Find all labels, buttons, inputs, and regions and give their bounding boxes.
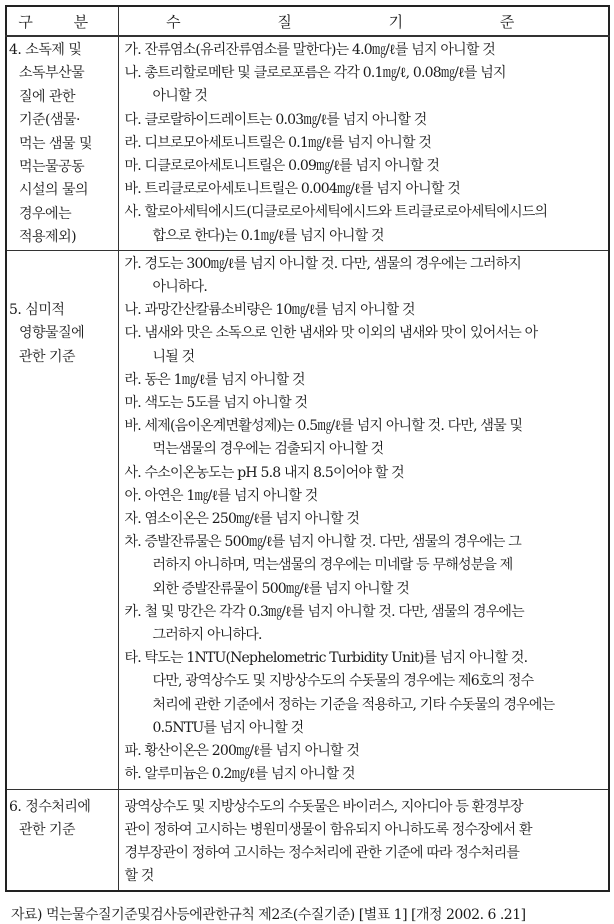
standard-line: 아니할 것 (152, 88, 208, 105)
standard-line: 마. 색도는 5도를 넘지 아니할 것 (124, 395, 308, 412)
standard-line: 다만, 광역상수도 및 지방상수도의 수돗물의 경우에는 제6호의 정수 (152, 673, 534, 690)
standard-line: 카. 철 및 망간은 각각 0.3㎎/ℓ를 넘지 아니할 것. 다만, 샘물의 경우에는 (124, 603, 524, 620)
standard-line: 가. 잔류염소(유리잔류염소를 말한다)는 4.0㎎/ℓ를 넘지 아니할 것 (124, 42, 495, 58)
standard-line: 나. 총트리할로메탄 및 클로로포름은 각각 0.1㎎/ℓ, 0.08㎎/ℓ를 넘지 (124, 65, 506, 82)
standard-line: 사. 할로아세틱에시드(디클로로아세틱에시드와 트리클로로아세틱에시드의 (124, 204, 548, 221)
standard-item (125, 485, 606, 508)
standard-item (125, 392, 606, 415)
paragraph-line: 광역상수도 및 지방상수도의 수돗물은 바이러스, 지아디아 등 환경부장 (124, 798, 523, 815)
standard-line: 마. 디클로로아세토니트릴은 0.09㎎/ℓ를 넘지 아니할 것 (124, 158, 440, 175)
standard-item (125, 601, 606, 647)
standard-line: 니될 것 (152, 348, 195, 365)
category-line: 5. 심미적 (9, 301, 65, 318)
standard-item (125, 109, 606, 132)
category-line: 경우에는 (19, 205, 72, 222)
standard-line: 가. 경도는 300㎎/ℓ를 넘지 아니할 것. 다만, 샘물의 경우에는 그러하지 (124, 255, 522, 272)
standard-item (125, 508, 606, 531)
standard-line: 아. 아연은 1㎎/ℓ를 넘지 아니할 것 (124, 487, 318, 504)
category-cell (7, 37, 118, 250)
standard-line: 라. 디브로모아세토니트릴은 0.1㎎/ℓ를 넘지 아니할 것 (124, 134, 432, 151)
standard-line: 나. 과망간산칼륨소비량은 10㎎/ℓ를 넘지 아니할 것 (124, 302, 415, 319)
category-line: 먹는물공동 (19, 159, 85, 176)
standard-line: 타. 탁도는 1NTU(Nephelometric Turbidity Unit)를 넘지 아니할 것. (124, 650, 528, 667)
standard-line: 러하지 아니하며, 먹는샘물의 경우에는 미네랄 등 무해성분을 제 (152, 557, 513, 574)
header-category-label: 구 분 (18, 12, 107, 31)
category-line: 먹는 샘물 및 (19, 135, 93, 152)
row-water-treatment (6, 789, 609, 891)
standard-item (125, 531, 606, 601)
standard-line: 사. 수소이온농도는 pH 5.8 내지 8.5이어야 할 것 (124, 464, 404, 481)
row-aesthetic-substances (6, 250, 609, 789)
standard-line: 자. 염소이온은 250㎎/ℓ를 넘지 아니할 것 (124, 511, 360, 528)
standard-line: 0.5NTU를 넘지 아니할 것 (152, 719, 304, 736)
category-line: 적용제외) (19, 229, 77, 246)
standards-paragraph (119, 790, 609, 890)
standard-line: 라. 동은 1㎎/ℓ를 넘지 아니할 것 (124, 371, 305, 388)
category-line: 시설의 물의 (19, 182, 89, 199)
standard-item (125, 39, 606, 62)
standard-item (125, 132, 606, 155)
standard-item (125, 155, 606, 178)
category-line: 관한 기준 (19, 821, 76, 838)
standard-item (125, 178, 606, 201)
standard-line: 차. 증발잔류물은 500㎎/ℓ를 넘지 아니할 것. 다만, 샘물의 경우에는 그 (124, 534, 522, 551)
standard-line: 외한 증발잔류물이 500㎎/ℓ를 넘지 아니할 것 (152, 580, 409, 597)
category-cell (7, 251, 118, 369)
category-line: 영향물질에 (19, 325, 85, 342)
header-row (6, 6, 609, 36)
standard-line: 하. 알루미늄은 0.2㎎/ℓ를 넘지 아니할 것 (124, 766, 355, 783)
standard-line: 그러하지 아니하다. (152, 627, 262, 644)
standard-item (125, 62, 606, 108)
category-line: 관한 기준 (19, 348, 76, 365)
standard-item (125, 740, 606, 763)
standard-item (125, 369, 606, 392)
category-cell (7, 790, 118, 843)
standards-list (119, 37, 609, 250)
standards-list (119, 251, 609, 789)
standard-item (125, 299, 606, 322)
standard-item (125, 462, 606, 485)
source-note: 자료) 먹는물수질기준및검사등에관한규칙 제2조(수질기준) [별표 1] [개정 2002. 6 .21] (11, 906, 526, 923)
water-quality-standards-table (5, 5, 610, 892)
standard-line: 아니하다. (152, 279, 208, 296)
standard-item (125, 253, 606, 299)
standard-item (125, 322, 606, 368)
standard-item (125, 763, 606, 786)
header-standard (118, 6, 609, 36)
standard-item (125, 647, 606, 740)
standard-item (125, 415, 606, 461)
category-line: 6. 정수처리에 (9, 798, 91, 815)
category-line: 질에 관한 (19, 88, 76, 105)
standard-line: 먹는샘물의 경우에는 검출되지 아니할 것 (152, 441, 384, 458)
row-disinfectant-byproducts (6, 36, 609, 250)
standard-line: 합으로 한다)는 0.1㎎/ℓ를 넘지 아니할 것 (152, 227, 384, 244)
standard-item (125, 201, 606, 247)
paragraph-line: 경부장관이 정하여 고시하는 정수처리에 관한 기준에 따라 정수처리를 (124, 844, 520, 861)
category-line: 소독부산물 (19, 65, 85, 82)
standard-line: 바. 트리클로로아세토니트릴은 0.004㎎/ℓ를 넘지 아니할 것 (124, 181, 460, 198)
header-category (6, 6, 118, 36)
standard-line: 바. 세제(음이온계면활성제)는 0.5㎎/ℓ를 넘지 아니할 것. 다만, 샘물 및 (124, 418, 523, 435)
header-standard-label: 수 질 기 준 (166, 12, 561, 31)
standard-line: 다. 냄새와 맛은 소독으로 인한 냄새와 맛 이외의 냄새와 맛이 있어서는 아 (124, 325, 538, 342)
paragraph-line: 할 것 (124, 867, 154, 884)
standard-line: 다. 클로랄하이드레이트는 0.03㎎/ℓ를 넘지 아니할 것 (124, 111, 427, 128)
paragraph-line: 관이 정하여 고시하는 병원미생물이 함유되지 아니하도록 정수장에서 환 (124, 821, 532, 838)
standard-line: 파. 황산이온은 200㎎/ℓ를 넘지 아니할 것 (124, 743, 360, 760)
category-line: 기준(샘물· (19, 112, 81, 129)
standard-line: 처리에 관한 기준에서 정하는 기준을 적용하고, 기타 수돗물의 경우에는 (152, 696, 555, 713)
category-line: 4. 소독제 및 (9, 42, 82, 58)
